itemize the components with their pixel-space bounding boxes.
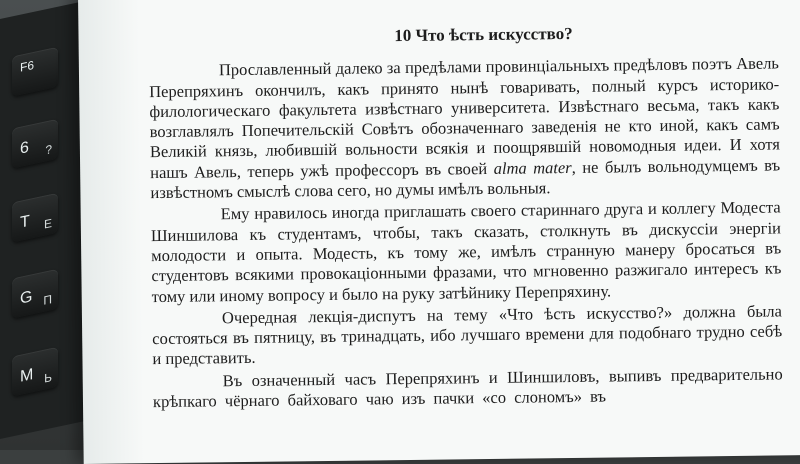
key-sublabel: П: [43, 291, 52, 308]
keyboard-key: [12, 119, 58, 169]
document-body: [148, 21, 783, 414]
paragraph-1: [149, 54, 781, 204]
keyboard-key: [12, 347, 58, 397]
paragraph-1-text: Прославленный далеко за предѣлами провинціальныхъ предѣловъ поэтъ Авель Перепряхинъ окончилъ, какъ принято нынѣ говаривать, полный курсъ историко-филологическаго факультета извѣстнаго университета. Извѣстнаго весьма, такъ какъ возглавлялъ Попечительскій Совѣтъ обозначеннаго заведенія не кто иной, какъ самъ Великій князь, любившій вольности всякія и поощрявшій новомодныя идеи. И хотя нашъ Авель, теперь ужѣ профессоръ въ своей: [149, 53, 781, 182]
chapter-title: 10 Что ѣсть искусство?: [394, 23, 573, 46]
key-label: 6: [20, 138, 29, 158]
paragraph-3: Очередная лекція-диспутъ на тему «Что ѣсть искусство?» должна была состояться въ пятницу, въ тринадцать, ибо лучшаго времени для подобнаго трудно себѣ и представить.: [152, 301, 783, 369]
key-label: T: [20, 212, 30, 232]
key-label: F6: [20, 57, 35, 75]
paragraph-1-text-end: , не былъ вольнодумцемъ въ извѣстномъ смыслѣ слова сего, но думы имѣлъ вольныя.: [150, 155, 781, 203]
key-sublabel: E: [43, 215, 52, 232]
key-sublabel: ?: [45, 141, 52, 158]
key-label: M: [20, 365, 34, 386]
paragraph-1-italic: alma mater: [493, 157, 572, 178]
key-label: G: [20, 288, 33, 308]
paper-page: [78, 0, 800, 464]
paragraph-4: Въ означенный часъ Перепряхинъ и Шиншиловъ, выпивъ предварительно крѣпкаго чёрнаго байховаго чаю изъ пачки «со слономъ» въ: [152, 364, 783, 412]
key-sublabel: Ь: [44, 369, 52, 386]
paragraph-2: Ему нравилось иногда приглашать своего стариннаго друга и коллегу Модеста Шиншилова къ студентамъ, чтобы, такъ сказать, столкнуть въ дискуссіи энергіи молодости и опыта. Модесть, къ тому же, имѣлъ странную манеру бросаться въ студентовъ всякими провокаціонными фразами, что мгновенно разжигало интересъ къ тому или иному вопросу и было на руку затѣйнику Перепряхину.: [150, 197, 782, 306]
keyboard-key: [12, 47, 58, 97]
keyboard-key: [12, 193, 58, 243]
keyboard-key: [12, 269, 58, 319]
